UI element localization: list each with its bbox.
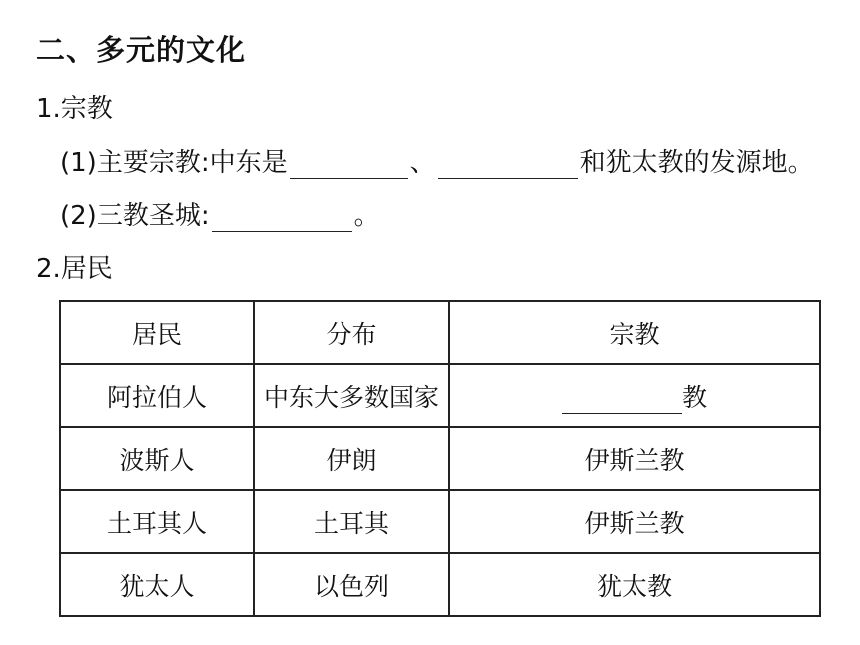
table-row (60, 553, 820, 616)
table-row (60, 427, 820, 490)
header-people: 居民 (60, 301, 254, 364)
cell-people: 土耳其人 (60, 490, 254, 553)
header-distribution: 分布 (254, 301, 449, 364)
residents-table (59, 300, 821, 617)
section-title: 二、多元的文化 (36, 33, 247, 67)
cell-religion: 犹太教 (449, 553, 820, 616)
cell-people: 波斯人 (60, 427, 254, 490)
sub-1-prefix: (1)主要宗教:中东是 (60, 148, 288, 178)
cell-people: 阿拉伯人 (60, 364, 254, 427)
table-row (60, 364, 820, 427)
answer-blank-4[interactable] (562, 387, 682, 414)
item-1-heading: 1.宗教 (36, 94, 113, 124)
sub-2-suffix: 。 (353, 201, 380, 231)
table-header-row (60, 301, 820, 364)
answer-blank-2[interactable] (438, 148, 578, 179)
answer-blank-1[interactable] (290, 148, 408, 179)
header-religion: 宗教 (449, 301, 820, 364)
sub-2-prefix: (2)三教圣城: (60, 201, 210, 231)
item-1-sub-1 (60, 142, 814, 179)
sub-1-separator: 、 (409, 148, 436, 178)
cell-people: 犹太人 (60, 553, 254, 616)
table-row (60, 490, 820, 553)
cell-religion: 伊斯兰教 (449, 427, 820, 490)
sub-1-suffix: 和犹太教的发源地。 (579, 148, 814, 178)
cell-distribution: 土耳其 (254, 490, 449, 553)
cell-distribution: 中东大多数国家 (254, 364, 449, 427)
religion-suffix: 教 (681, 382, 707, 412)
item-1-sub-2 (60, 195, 380, 232)
cell-distribution: 伊朗 (254, 427, 449, 490)
cell-religion: 伊斯兰教 (449, 490, 820, 553)
cell-distribution: 以色列 (254, 553, 449, 616)
cell-religion (449, 364, 820, 427)
answer-blank-3[interactable] (212, 201, 352, 232)
item-2-heading: 2.居民 (36, 254, 113, 284)
